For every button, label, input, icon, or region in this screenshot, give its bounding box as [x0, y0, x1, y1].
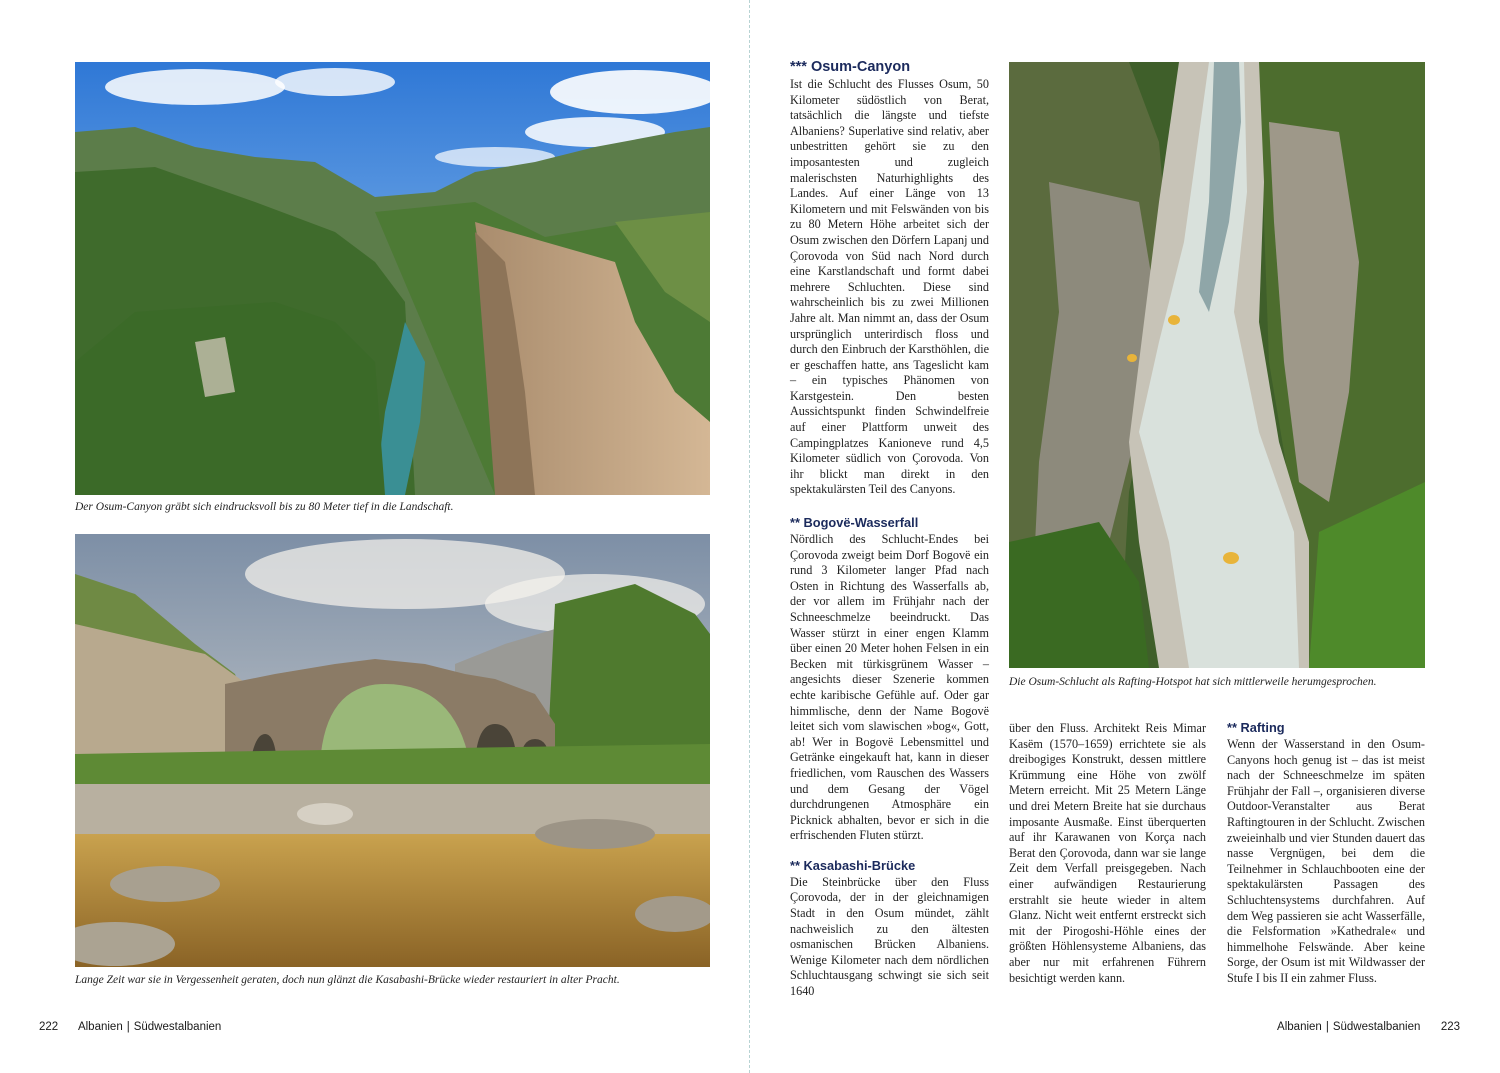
- footer-country-right: Albanien: [1277, 1021, 1322, 1033]
- photo-rafting: [1009, 62, 1425, 668]
- section-kasabashi-cont: [1009, 721, 1206, 986]
- stars-osum-canyon: ***: [790, 59, 807, 75]
- heading-osum-canyon: [790, 58, 989, 76]
- stars-rafting: **: [1227, 720, 1237, 735]
- caption-rafting: Die Osum-Schlucht als Rafting-Hotspot hat sich mittlerweile herumgesprochen.: [1009, 676, 1377, 688]
- photo-osum-canyon: [75, 62, 710, 495]
- page-number-left: 222: [39, 1021, 59, 1033]
- title-kasabashi: Kasabashi-Brücke: [803, 857, 916, 873]
- title-rafting: Rafting: [1240, 720, 1285, 735]
- page-number-right: 223: [1440, 1021, 1460, 1033]
- photo-kasabashi-bridge: [75, 534, 710, 967]
- stars-kasabashi: **: [790, 857, 800, 873]
- text-kasabashi: Die Steinbrücke über den Fluss Çorovoda, der in der gleichnamigen Stadt in den Osum mündet, zählt nachweislich zu den ältesten osmanischen Brücken Albaniens. Wenige Kilometer nach dem nördlichen Schluchtausgang schwingt sie sich seit 1640: [790, 874, 989, 999]
- title-osum-canyon: Osum-Canyon: [810, 59, 911, 75]
- text-rafting: Wenn der Wasserstand in den Osum-Canyons hoch genug ist – das ist meist nach der Schneeschmelze im späten Frühjahr der Fall –, organisieren diverse Outdoor-Veranstalter aus Berat Raftingtouren in der Schlucht. Zwischen zweieinhalb und vier Stunden dauert das nasse Vergnügen, bei dem die Teilnehmer in Schlauchbooten eine der spektakulärsten Passagen des Schluchtensystems durchfahren. Auf dem Weg passieren sie acht Wasserfälle, die Felsformation »Kathedrale« und himmelhohe Felswände. Aber keine Sorge, der Osum ist mit Wildwasser der Stufe I bis II ein zahmer Fluss.: [1227, 737, 1425, 985]
- section-rafting: [1227, 720, 1425, 987]
- section-osum-canyon: [790, 58, 989, 498]
- caption-kasabashi-bridge: Lange Zeit war sie in Vergessenheit geraten, doch nun glänzt die Kasabashi-Brücke wieder restauriert in alter Pracht.: [75, 974, 620, 986]
- text-osum-canyon: Ist die Schlucht des Flusses Osum, 50 Kilometer südöstlich von Berat, tatsächlich die längste und tiefste Albaniens? Superlative sind relativ, aber unbestritten gehört sie zu den imposantesten und zugleich malerischsten Naturhighlights des Landes. Auf einer Länge von 13 Kilometern und mit Felswänden von bis zu 80 Metern Höhe arbeitet sich der Osum zwischen den Dörfern Lapanj und Çorovoda von Süd nach Nord durch eine Karstlandschaft und formt dabei mehrere Schluchten. Diese sind wahrscheinlich bis zu zwei Millionen Jahre alt. Man nimmt an, dass der Osum ursprünglich unterirdisch floss und durch den Einbruch der Karsthöhlen, die er geschaffen hatte, ans Tageslicht kam – ein typisches Phänomen von Karstgestein. Den besten Aussichtspunkt finden Schwindelfreie auf einer Plattform unweit des Campingplatzes Kanioneve rund 4,5 Kilometer südlich von Çorovoda. Von ihr blickt man direkt in den spektakulärsten Teil des Canyons.: [790, 77, 989, 497]
- spread-gutter: [749, 0, 750, 1073]
- footer-right: Albanien | Südwestalbanien 223: [1277, 1021, 1460, 1033]
- footer-country-left: Albanien: [77, 1021, 123, 1033]
- text-kasabashi-cont: über den Fluss. Architekt Reis Mimar Kasëm (1570–1659) errichtete sie als dreibogiges Konstrukt, dessen mittlere Krümmung eine Höhe von zwölf Metern erreicht. Mit 25 Metern Länge und drei Metern Breite hat sie durchaus imposante Ausmaße. Einst überquerten auf ihr Karawanen von Korça nach Berat den Çorovoda, dann war sie lange Zeit dem Verfall preisgegeben. Nach einer aufwändigen Restaurierung erstrahlt sie heute wieder in altem Glanz. Nicht weit entfernt erstreckt sich mit der Pirogoshi-Höhle eines der größten Höhlensysteme Albaniens, das aber nur mit erfahrenen Führern besichtigt werden kann.: [1009, 721, 1206, 985]
- caption-osum-canyon: Der Osum-Canyon gräbt sich eindrucksvoll bis zu 80 Meter tief in die Landschaft.: [75, 501, 454, 513]
- section-bogove-kasabashi: [790, 515, 989, 1000]
- footer-region-left: Südwestalbanien: [133, 1021, 222, 1033]
- stars-bogove: **: [790, 515, 800, 530]
- heading-bogove: [790, 515, 989, 531]
- heading-kasabashi: [790, 858, 989, 874]
- text-bogove: Nördlich des Schlucht-Endes bei Çorovoda zweigt beim Dorf Bogovë ein rund 3 Kilometer langer Pfad nach Osten in Richtung des Wasserfalls ab, der vor allem im Frühjahr nach der Schneeschmelze beeindruckt. Das Wasser stürzt in einer engen Klamm über einen 20 Meter hohen Felsen in ein Becken mit türkisgrünem Wasser – angesichts dieser Szenerie kommen echte karibische Gefühle auf. Oder gar himmlische, denn der Name Bogovë leitet sich vom slawischen »bog«, Gott, ab! Wer in Bogovë Lebensmittel und Getränke eingekauft hat, kann in dieser friedlichen, vom Rauschen des Wassers und dem Gesang der Vögel durchdrungenen Atmosphäre ein Picknick abhalten, bevor er sich in die erfrischenden Fluten stürzt.: [790, 532, 989, 843]
- footer-region-right: Südwestalbanien: [1332, 1021, 1421, 1033]
- title-bogove: Bogovë-Wasserfall: [803, 515, 919, 530]
- heading-rafting: [1227, 720, 1425, 736]
- footer-left: 222 Albanien | Südwestalbanien: [39, 1021, 222, 1033]
